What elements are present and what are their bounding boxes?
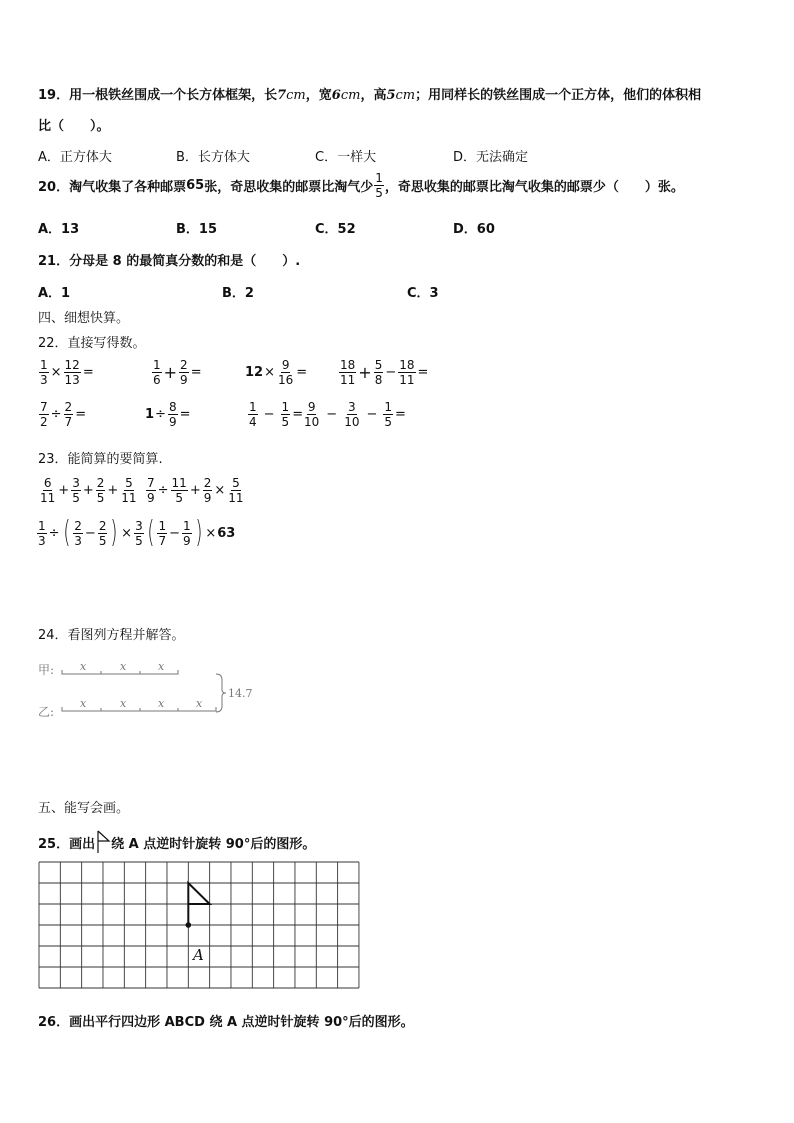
q25-flag-shape	[188, 883, 209, 925]
q24-jia-x-3: x	[158, 660, 165, 673]
q19-text-d: ；用同样长的铁丝围成一个正方体，他们的体积相	[415, 88, 702, 103]
q24-jia-x-1: x	[80, 660, 87, 673]
q25-point-a	[186, 922, 192, 928]
q24-total-label: 14.7	[228, 687, 253, 700]
q25-text-b: 绕 A 点逆时针旋转 90°后的图形。	[111, 836, 316, 852]
q19-text-b: ，宽	[305, 88, 332, 103]
q20-option-c[interactable]: C．52	[315, 222, 356, 237]
q21-option-b[interactable]: B．2	[222, 286, 254, 301]
q19-height-unit: cm	[395, 88, 416, 103]
q20-fraction	[374, 171, 384, 200]
q19-width-value: 6	[331, 88, 341, 103]
q24-title: 24．看图列方程并解答。	[38, 628, 185, 643]
q19-text-c: ，高	[360, 88, 387, 103]
q23-title: 23．能简算的要简算.	[38, 452, 163, 467]
q19-width-unit: cm	[340, 88, 361, 103]
q22-expr-8: $\frac{9}{10}$ − $\frac{3}{10}$ − $\frac{1}{5}$ =	[304, 400, 406, 429]
q19-length-unit: cm	[286, 88, 306, 103]
q19-number: 19．	[38, 88, 70, 103]
q23-expr-2: $\frac{7}{9}$ ÷ $\frac{11}{5}$ + $\frac{2}{9}$ × $\frac{5}{11}$	[147, 476, 244, 505]
q22-expr-5: $\frac{7}{2}$ ÷ $\frac{2}{7}$ =	[40, 400, 87, 429]
q24-brace	[216, 674, 226, 712]
q26-text: 26．画出平行四边形 ABCD 绕 A 点逆时针旋转 90°后的图形。	[38, 1015, 414, 1030]
section-5-heading: 五、能写会画。	[38, 801, 130, 816]
q20-line	[38, 171, 684, 200]
q24-jia-x-2: x	[120, 660, 127, 673]
q24-yi-x-3: x	[158, 697, 165, 710]
q24-label-yi: 乙:	[38, 705, 55, 719]
q22-title: 22．直接写得数。	[38, 336, 146, 351]
q20-option-a[interactable]: A．13	[38, 222, 80, 237]
q21-text-b: 的最简真分数的和是（ ）.	[126, 254, 301, 269]
q24-label-jia: 甲:	[38, 663, 55, 677]
q22-expr-6: 1 ÷ $\frac{8}{9}$ =	[145, 400, 191, 429]
q25-grid[interactable]	[38, 861, 362, 991]
q19-option-c[interactable]: C．一样大	[315, 150, 377, 165]
q21-option-c[interactable]: C．3	[407, 286, 439, 301]
q25-grid-lines	[39, 862, 359, 988]
q19-line2: 比（ ）。	[38, 119, 110, 134]
q22-expr-2: $\frac{1}{6}$ + $\frac{2}{9}$ =	[153, 358, 202, 387]
q21-denominator: 8	[112, 254, 122, 269]
q19-option-b[interactable]: B．长方体大	[176, 150, 250, 165]
q20-fraction-den: 5	[375, 186, 383, 200]
q20-count: 65	[186, 178, 205, 193]
q19-option-a[interactable]: A．正方体大	[38, 150, 112, 165]
q22-expr-7: $\frac{1}{4}$ − $\frac{1}{5}$ =	[249, 400, 304, 429]
q20-text-c: ，奇思收集的邮票比淘气收集的邮票少（ ）张。	[384, 180, 684, 195]
q23-expr-3: $\frac{1}{3}$ ÷ ( $\frac{2}{3}$ − $\frac{2}{5}$ ) × $\frac{3}{5}$ ( $\frac{1}{7}$ − $\frac{1}{9}$ ) × 63	[38, 515, 236, 550]
q24-yi-x-1: x	[80, 697, 87, 710]
q21-text-a: 分母是	[69, 254, 109, 269]
q19-line1	[38, 84, 701, 103]
q22-expr-1: $\frac{1}{3}$ × $\frac{12}{13}$ =	[40, 358, 94, 387]
q25-line	[38, 829, 315, 855]
q20-number: 20．	[38, 180, 70, 195]
q21-option-a[interactable]: A．1	[38, 286, 71, 301]
q25-point-a-label: A	[193, 946, 204, 964]
q23-expr-1: $\frac{6}{11}$ + $\frac{3}{5}$ + $\frac{2}{5}$ + $\frac{5}{11}$	[40, 476, 137, 505]
q25-inline-shape-icon	[95, 829, 111, 855]
q20-option-b[interactable]: B．15	[176, 222, 217, 237]
q22-expr-4: $\frac{18}{11}$ + $\frac{5}{8}$ − $\frac{18}{11}$ =	[340, 358, 429, 387]
q20-text-b: 张，奇思收集的邮票比淘气少	[204, 180, 374, 195]
q19-height-value: 5	[386, 88, 396, 103]
q19-option-d[interactable]: D．无法确定	[453, 150, 529, 165]
q20-text-a: 淘气收集了各种邮票	[69, 180, 187, 195]
section-4-heading: 四、细想快算。	[38, 311, 130, 326]
q21-line	[38, 250, 300, 269]
q20-fraction-num: 1	[375, 171, 383, 185]
q24-yi-x-2: x	[120, 697, 127, 710]
q24-yi-x-4: x	[196, 697, 203, 710]
q19-length-value: 7	[277, 88, 287, 103]
q24-line-diagram	[36, 656, 266, 720]
q19-text-a: 用一根铁丝围成一个长方体框架，长	[69, 88, 278, 103]
q25-text-a: 25．画出	[38, 836, 96, 852]
q20-option-d[interactable]: D．60	[453, 222, 495, 237]
q21-number: 21．	[38, 254, 70, 269]
q22-expr-3: 12 × $\frac{9}{16}$ =	[245, 358, 308, 387]
